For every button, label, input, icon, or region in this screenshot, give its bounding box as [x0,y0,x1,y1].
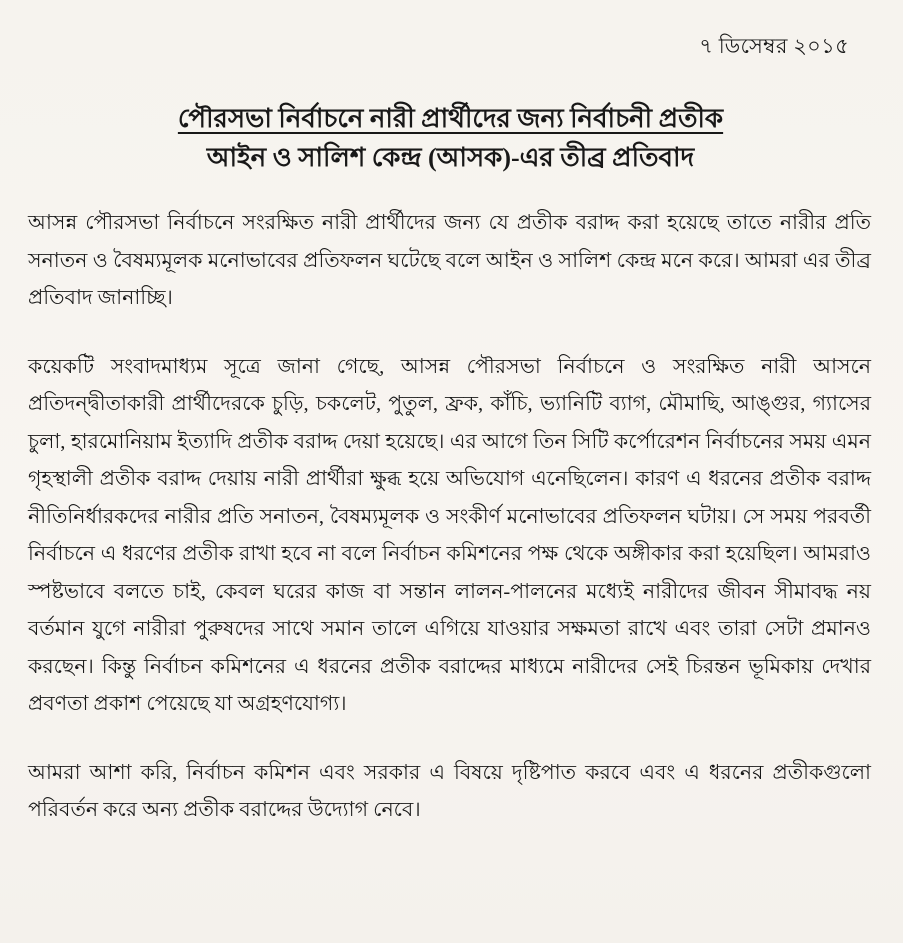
document-title [28,99,873,177]
document-title-line2: আইন ও সালিশ কেন্দ্র (আসক)-এর তীব্র প্রতিবাদ [206,143,695,172]
paragraph-protest-statement: আসন্ন পৌরসভা নির্বাচনে সংরক্ষিত নারী প্রার্থীদের জন্য যে প্রতীক বরাদ্দ করা হয়েছে তাতে নারীর প্রতি সনাতন ও বৈষম্যমূলক মনোভাবের প্রতিফলন ঘটেছে বলে আইন ও সালিশ কেন্দ্র মনে করে। আমরা এর তীব্র প্রতিবাদ জানাচ্ছি। [28,212,871,309]
paragraph-closing-demand: আমরা আশা করি, নির্বাচন কমিশন এবং সরকার এ বিষয়ে দৃষ্টিপাত করবে এবং এ ধরনের প্রতীকগুলো পরিবর্তন করে অন্য প্রতীক বরাদ্দের উদ্যোগ নেবে। [28,761,871,821]
paragraph-details-symbols: কয়েকটি সংবাদমাধ্যম সূত্রে জানা গেছে, আসন্ন পৌরসভা নির্বাচনে ও সংরক্ষিত নারী আসনে প্রতিদন্দ্বীতাকারী প্রার্থীদেরকে চুড়ি, চকলেট, পুতুল, ফ্রক, কাঁচি, ভ্যানিটি ব্যাগ, মৌমাছি, আঙ্গুর, গ্যাসের চুলা, হারমোনিয়াম ইত্যাদি প্রতীক বরাদ্দ দেয়া হয়েছে। এর আগে তিন সিটি কর্পোরেশন নির্বাচনের সময় এমন গৃহস্থালী প্রতীক বরাদ্দ দেয়ায় নারী প্রার্থীরা ক্ষুব্ধ হয়ে অভিযোগ এনেছিলেন। কারণ এ ধরনের প্রতীক বরাদ্দ নীতিনির্ধারকদের নারীর প্রতি সনাতন, বৈষম্যমূলক ও সংকীর্ণ মনোভাবের প্রতিফলন ঘটায়। সে সময় পরবর্তী নির্বাচনে এ ধরণের প্রতীক রাখা হবে না বলে নির্বাচন কমিশনের পক্ষ থেকে অঙ্গীকার করা হয়েছিল। আমরাও স্পষ্টভাবে বলতে চাই, কেবল ঘরের কাজ বা সন্তান লালন-পালনের মধ্যেই নারীদের জীবন সীমাবদ্ধ নয় বর্তমান যুগে নারীরা পুরুষদের সাথে সমান তালে এগিয়ে যাওয়ার সক্ষমতা রাখে এবং তারা সেটা প্রমানও করছেন। কিন্তু নির্বাচন কমিশনের এ ধরনের প্রতীক বরাদ্দের মাধ্যমে নারীদের সেই চিরন্তন ভূমিকায় দেখার প্রবণতা প্রকাশ পেয়েছে যা অগ্রহণযোগ্য। [28,355,871,715]
document-title-line1: পৌরসভা নির্বাচনে নারী প্রার্থীদের জন্য নির্বাচনী প্রতীক [177,104,724,133]
document-date: ৭ ডিসেম্বর ২০১৫ [699,34,849,58]
